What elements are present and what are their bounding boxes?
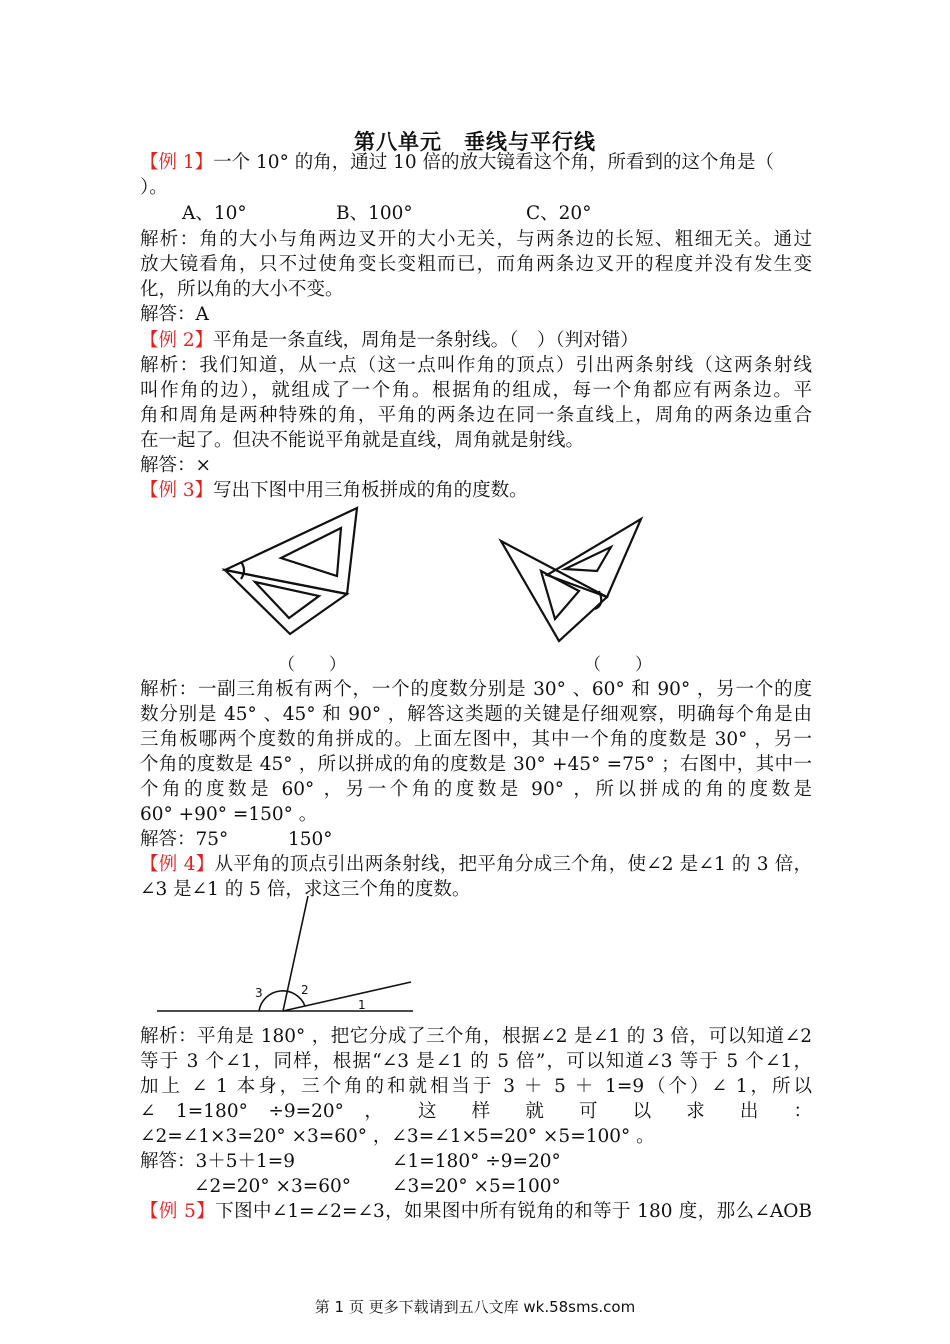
example-4-analysis-line: ∠ 1=180° ÷9=20° ， 这 样 就 可 以 求 出 ： xyxy=(140,1101,812,1122)
set-square-45 xyxy=(225,570,347,634)
example-3-analysis-line: 个角的度数是 60° ，另一个角的度数是 90° ，所以拼成的角的度数是 xyxy=(140,779,812,800)
option-c: C、20° xyxy=(526,203,592,224)
example-1-tag: 【例 1】 xyxy=(140,152,214,173)
angle-label-2: 2 xyxy=(301,983,309,997)
answer-blank-right: （ ） xyxy=(584,655,652,675)
set-square-figure-right xyxy=(495,515,645,645)
example-1-question: 【例 1】一个 10° 的角，通过 10 倍的放大镜看这个角，所看到的这个角是（ xyxy=(140,152,775,173)
angle-label-3: 3 xyxy=(255,986,263,1000)
example-1-analysis-line: 化，所以角的大小不变。 xyxy=(140,279,344,300)
example-2-question: 【例 2】平角是一条直线，周角是一条射线。（ ）（判对错） xyxy=(140,330,639,351)
option-b: B、100° xyxy=(336,203,413,224)
example-3-question: 【例 3】写出下图中用三角板拼成的角的度数。 xyxy=(140,480,528,501)
example-2-analysis-line: 角和周角是两种特殊的角，平角的两条边在同一条直线上，周角的两条边重合 xyxy=(140,405,812,426)
example-4-question-end: ∠3 是∠1 的 5 倍，求这三个角的度数。 xyxy=(140,879,471,900)
set-square-30-60 xyxy=(225,508,357,594)
example-1-analysis-line: 放大镜看角，只不过使角变长变粗而已，而角两条边叉开的程度并没有发生变 xyxy=(140,254,812,275)
option-a: A、10° xyxy=(182,203,247,224)
example-4-analysis-line: 加上 ∠ 1 本身，三个角的和就相当于 3 ＋ 5 ＋ 1=9（个）∠ 1，所以 xyxy=(140,1076,812,1097)
page-footer: 第 1 页 更多下载请到五八文库 wk.58sms.com xyxy=(314,1298,636,1316)
straight-angle-figure xyxy=(155,893,420,1018)
example-4-question: 【例 4】从平角的顶点引出两条射线，把平角分成三个角，使∠2 是∠1 的 3 倍， xyxy=(140,854,812,875)
example-1-question-end: ）。 xyxy=(140,177,168,198)
example-5-question: 【例 5】下图中∠1=∠2=∠3，如果图中所有锐角的和等于 180 度，那么∠AOB xyxy=(140,1201,813,1222)
example-1-answer: 解答：A xyxy=(140,304,209,325)
example-4-analysis-line: 等于 3 个∠1，同样，根据“∠3 是∠1 的 5 倍”，可以知道∠3 等于 5 个∠1， xyxy=(140,1051,812,1072)
example-2-analysis-line: 在一起了。但决不能说平角就是直线，周角就是射线。 xyxy=(140,430,585,451)
example-3-analysis-line: 数分别是 45° 、45° 和 90° ，解答这类题的关键是仔细观察，明确每个角是由 xyxy=(140,704,812,725)
set-square-30-60-inner xyxy=(281,528,341,576)
example-1-options xyxy=(140,201,812,226)
answer-blank-left: （ ） xyxy=(278,655,346,675)
example-4-analysis-line: 解析：平角是 180° ，把它分成了三个角，根据∠2 是∠1 的 3 倍，可以知道∠2 xyxy=(140,1026,812,1047)
example-3-analysis-line: 解析：一副三角板有两个，一个的度数分别是 30° 、60° 和 90° ，另一个的度 xyxy=(140,679,812,700)
example-2-analysis-line: 叫作角的边），就组成了一个角。根据角的组成，每一个角都应有两条边。平 xyxy=(140,380,812,401)
example-3-tag: 【例 3】 xyxy=(140,480,214,501)
example-2-answer: 解答：× xyxy=(140,455,212,476)
set-square-figure-left xyxy=(215,500,365,640)
example-3-analysis-line: 三角板哪两个度数的角拼成的。上面左图中，其中一个角的度数是 30° ，另一 xyxy=(140,729,812,750)
example-3-answer: 解答：75° 150° xyxy=(140,829,333,850)
page-title: 第八单元 垂线与平行线 xyxy=(354,130,596,154)
example-4-analysis-line: ∠2=∠1×3=20° ×3=60° ，∠3=∠1×5=20° ×5=100° 。 xyxy=(140,1126,655,1147)
set-square-60-90 xyxy=(547,519,641,597)
example-2-analysis-line: 解析：我们知道，从一点（这一点叫作角的顶点）引出两条射线（这两条射线 xyxy=(140,355,812,376)
example-2-tag: 【例 2】 xyxy=(140,330,214,351)
angle-arc xyxy=(241,562,244,579)
example-4-tag: 【例 4】 xyxy=(140,854,215,875)
example-1-analysis-line: 解析：角的大小与角两边叉开的大小无关，与两条边的长短、粗细无关。通过 xyxy=(140,229,812,250)
example-3-analysis-line: 60° +90° =150° 。 xyxy=(140,804,318,825)
example-5-tag: 【例 5】 xyxy=(140,1201,216,1222)
angle-label-1: 1 xyxy=(358,998,366,1012)
example-4-answer: 解答：3＋5＋1=9 ∠1=180° ÷9=20° xyxy=(140,1151,561,1172)
example-3-analysis-line: 个角的度数是 45° ，所以拼成的角的度数是 30° +45° =75° ；右图中，其中一 xyxy=(140,754,812,775)
